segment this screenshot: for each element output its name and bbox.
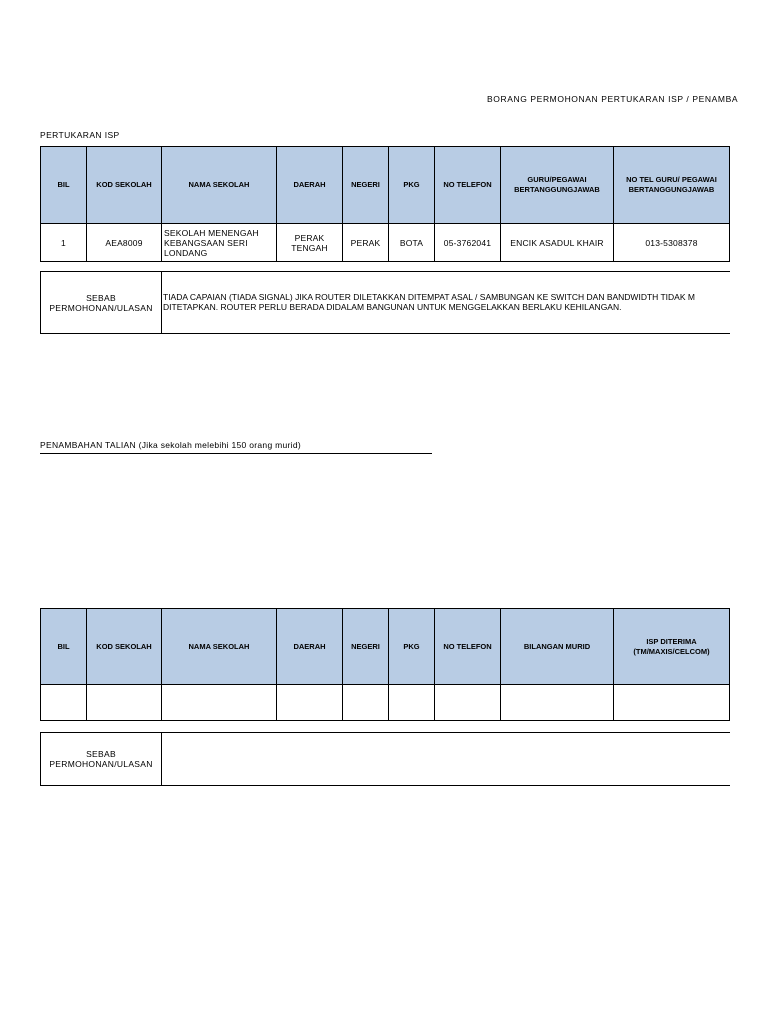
cell-no-telefon: 05-3762041 [435, 224, 501, 262]
table-header-row [41, 147, 730, 224]
section-label-penambahan-talian: PENAMBAHAN TALIAN (Jika sekolah melebihi 150 orang murid) [40, 440, 432, 454]
cell-kod-sekolah [87, 685, 162, 721]
header-bilangan-murid: BILANGAN MURID [501, 609, 614, 685]
cell-tel-guru: 013-5308378 [614, 224, 730, 262]
remark-label: SEBAB PERMOHONAN/ULASAN [41, 272, 162, 333]
header-bil: BIL [41, 147, 87, 224]
cell-bil: 1 [41, 224, 87, 262]
table-header-row [41, 609, 730, 685]
header-daerah: DAERAH [277, 609, 343, 685]
cell-nama-sekolah: SEKOLAH MENENGAH KEBANGSAAN SERI LONDANG [162, 224, 277, 262]
header-no-tel-guru: NO TEL GURU/ PEGAWAI BERTANGGUNGJAWAB [614, 147, 730, 224]
header-pkg: PKG [389, 147, 435, 224]
table-row [41, 224, 730, 262]
remark-text-empty [162, 733, 730, 785]
cell-isp-diterima [614, 685, 730, 721]
cell-guru: ENCIK ASADUL KHAIR [501, 224, 614, 262]
header-daerah: DAERAH [277, 147, 343, 224]
header-nama-sekolah: NAMA SEKOLAH [162, 147, 277, 224]
cell-bil [41, 685, 87, 721]
header-no-telefon: NO TELEFON [435, 147, 501, 224]
cell-bilangan-murid [501, 685, 614, 721]
cell-kod-sekolah: AEA8009 [87, 224, 162, 262]
header-no-telefon: NO TELEFON [435, 609, 501, 685]
remark-box-pertukaran [40, 271, 730, 334]
header-guru-pegawai: GURU/PEGAWAI BERTANGGUNGJAWAB [501, 147, 614, 224]
cell-daerah [277, 685, 343, 721]
remark-label: SEBAB PERMOHONAN/ULASAN [41, 733, 162, 785]
remark-text [162, 272, 730, 333]
remark-line-1: TIADA CAPAIAN (TIADA SIGNAL) JIKA ROUTER DILETAKKAN DITEMPAT ASAL / SAMBUNGAN KE SWITCH DAN BANDWIDTH TIDAK M [163, 292, 695, 302]
cell-pkg [389, 685, 435, 721]
header-bil: BIL [41, 609, 87, 685]
header-isp-diterima: ISP DITERIMA (TM/MAXIS/CELCOM) [614, 609, 730, 685]
cell-nama-sekolah [162, 685, 277, 721]
table-row-empty [41, 685, 730, 721]
section-label-pertukaran-isp: PERTUKARAN ISP [40, 130, 120, 140]
cell-daerah: PERAK TENGAH [277, 224, 343, 262]
remark-box-penambahan [40, 732, 730, 786]
header-kod-sekolah: KOD SEKOLAH [87, 609, 162, 685]
isp-change-table [40, 146, 730, 262]
header-nama-sekolah: NAMA SEKOLAH [162, 609, 277, 685]
header-pkg: PKG [389, 609, 435, 685]
cell-pkg: BOTA [389, 224, 435, 262]
form-title: BORANG PERMOHONAN PERTUKARAN ISP / PENAMBA [487, 94, 739, 104]
header-kod-sekolah: KOD SEKOLAH [87, 147, 162, 224]
remark-line-2: DITETAPKAN. ROUTER PERLU BERADA DIDALAM BANGUNAN UNTUK MENGGELAKKAN BERLAKU KEHILANGAN. [163, 302, 622, 312]
cell-negeri [343, 685, 389, 721]
header-negeri: NEGERI [343, 609, 389, 685]
header-negeri: NEGERI [343, 147, 389, 224]
line-addition-table [40, 608, 730, 721]
cell-no-telefon [435, 685, 501, 721]
cell-negeri: PERAK [343, 224, 389, 262]
